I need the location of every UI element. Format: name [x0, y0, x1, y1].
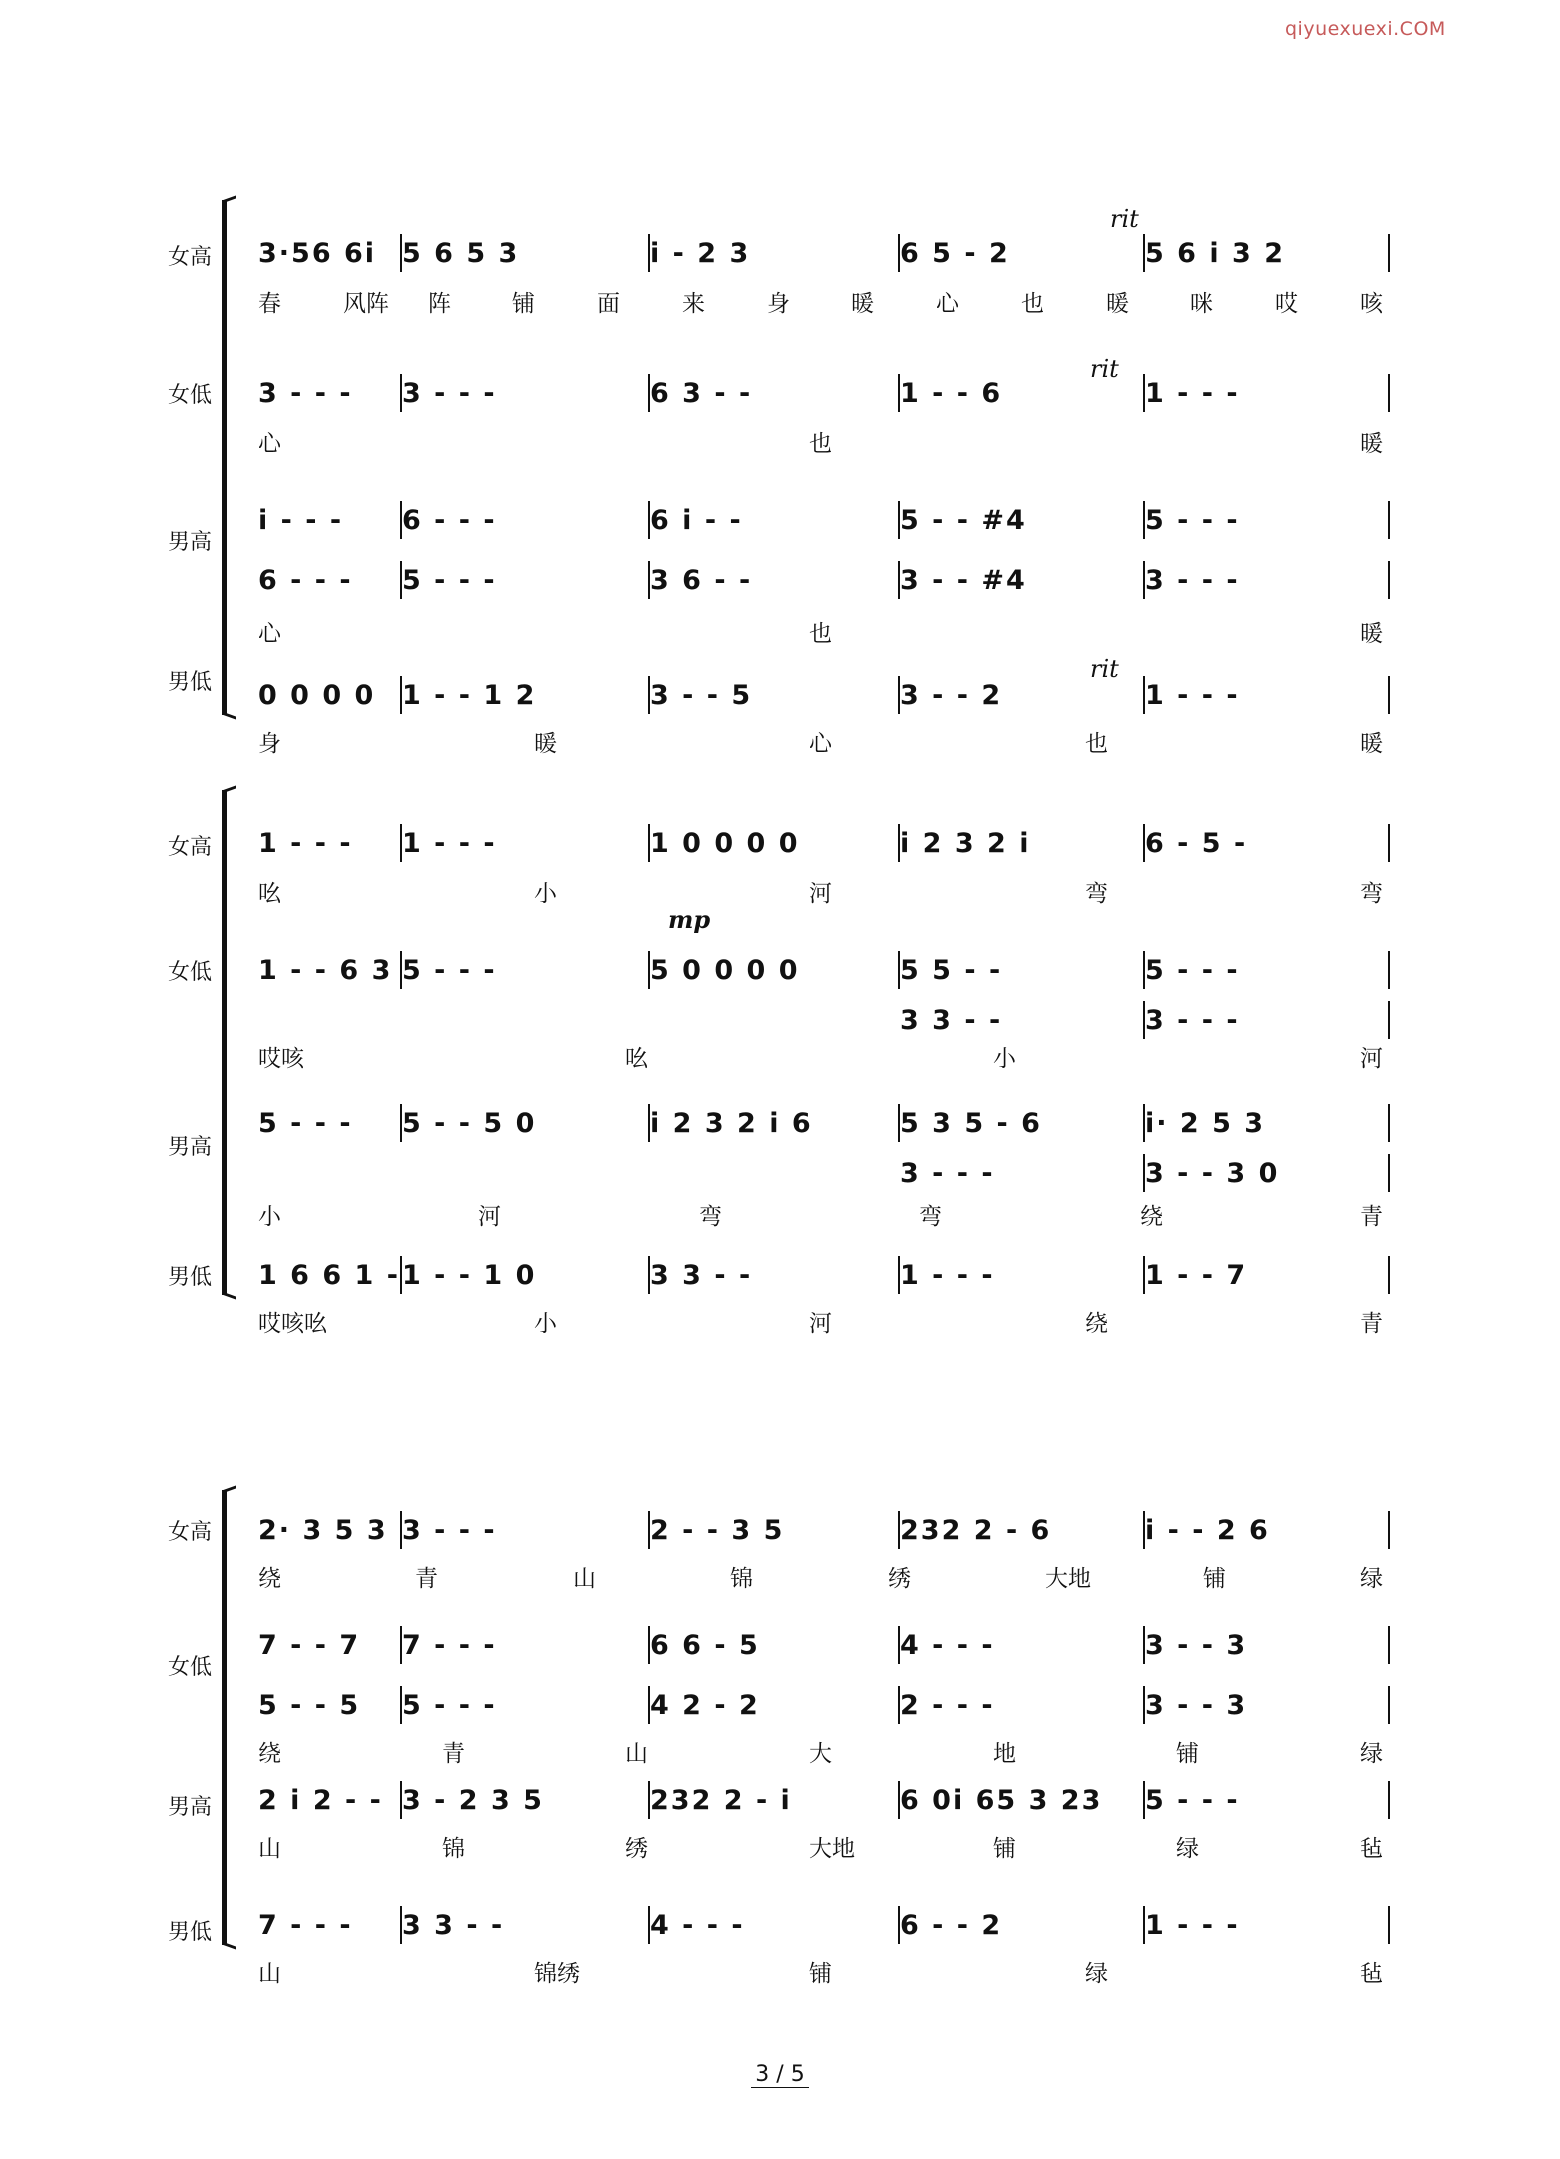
lyric: 也: [809, 431, 832, 457]
measure-notes: 6 - 5 -: [1145, 828, 1248, 859]
lyrics-row: [0, 1305, 1560, 1335]
notes-row: [0, 828, 1560, 868]
lyric: 身: [767, 291, 790, 317]
measure-notes: 5 3 5 - 6: [900, 1108, 1042, 1139]
lyrics-row: [0, 725, 1560, 755]
measure-notes: 2 - - 3 5: [650, 1515, 785, 1546]
lyric: 哎: [1275, 291, 1298, 317]
dynamic-marking: mp: [668, 905, 711, 934]
bar-line: [1388, 1001, 1390, 1039]
measure-notes: 5 - - #4: [900, 505, 1027, 536]
lyrics-row: [0, 1735, 1560, 1765]
measure-notes: 1 - - -: [402, 828, 497, 859]
measure-notes: 4 2 - 2: [650, 1690, 760, 1721]
lyric: 铺: [1203, 1566, 1226, 1592]
lyric: 河: [809, 881, 832, 907]
part-name: 女低: [168, 960, 213, 985]
measure-notes: 1 - - 1 2: [402, 680, 537, 711]
lyric: 暖: [534, 731, 557, 757]
lyric: 绿: [1360, 1566, 1383, 1592]
measure-notes: 5 - - 5: [258, 1690, 361, 1721]
lyric: 阵: [428, 291, 451, 317]
lyric: 吆: [625, 1046, 648, 1072]
part-name: 女高: [168, 245, 213, 270]
measure-notes: 3 - - -: [402, 378, 497, 409]
measure-notes: 4 - - -: [650, 1910, 745, 1941]
lyric: 绕: [1140, 1204, 1163, 1230]
lyrics-row: [0, 1560, 1560, 1590]
score-system: [0, 790, 1560, 1350]
bar-line: [1388, 951, 1390, 989]
measure-notes: 1 - - -: [1145, 1910, 1240, 1941]
part-name: 男低: [168, 670, 213, 695]
lyric: 地: [993, 1741, 1016, 1767]
measure-notes: 1 - - 6 3: [258, 955, 393, 986]
measure-notes: 5 5 - -: [900, 955, 1003, 986]
lyric: 铺: [809, 1961, 832, 1987]
notes-row: [0, 1515, 1560, 1555]
measure-notes: i - 2 3: [650, 238, 751, 269]
measure-notes: 3 - - -: [1145, 565, 1240, 596]
lyric: 青: [1360, 1204, 1383, 1230]
lyric: 青: [442, 1741, 465, 1767]
lyric: 小: [534, 1311, 557, 1337]
lyric: 暖: [1360, 431, 1383, 457]
lyric: 弯: [1360, 881, 1383, 907]
bar-line: [1388, 1511, 1390, 1549]
bar-line: [1388, 1154, 1390, 1192]
lyric: 面: [597, 291, 620, 317]
measure-notes: 232 2 - i: [650, 1785, 792, 1816]
measure-notes: 5 - - 5 0: [402, 1108, 537, 1139]
measure-notes: 3 - - -: [1145, 1005, 1240, 1036]
notes-row: [0, 505, 1560, 545]
lyric: 锦绣: [534, 1961, 580, 1987]
score-system: [0, 1490, 1560, 1990]
measure-notes: 232 2 - 6: [900, 1515, 1052, 1546]
lyric: 风阵: [343, 291, 389, 317]
measure-notes: i· 2 5 3: [1145, 1108, 1266, 1139]
measure-notes: 7 - - -: [402, 1630, 497, 1661]
lyric: 山: [258, 1836, 281, 1862]
lyric: 也: [1085, 731, 1108, 757]
measure-notes: 1 - - -: [900, 1260, 995, 1291]
measure-notes: 5 - - -: [1145, 505, 1240, 536]
measure-notes: 3 6 - -: [650, 565, 753, 596]
measure-notes: i 2 3 2 i: [900, 828, 1031, 859]
lyric: 暖: [851, 291, 874, 317]
lyric: 大地: [1045, 1566, 1091, 1592]
measure-notes: 2 i 2 - -: [258, 1785, 383, 1816]
lyrics-row: [0, 1198, 1560, 1228]
measure-notes: 4 - - -: [900, 1630, 995, 1661]
notes-row-lower: [0, 1690, 1560, 1730]
measure-notes: 3 - - -: [258, 378, 353, 409]
lyric: 锦: [730, 1566, 753, 1592]
measure-notes: 5 0 0 0 0: [650, 955, 800, 986]
lyric: 也: [809, 621, 832, 647]
bar-line: [1388, 1781, 1390, 1819]
lyric: 山: [258, 1961, 281, 1987]
measure-notes: 1 - - 6: [900, 378, 1003, 409]
rit-marking: rit: [1090, 655, 1119, 683]
lyric: 绕: [1085, 1311, 1108, 1337]
lyric: 哎咳吆: [258, 1311, 327, 1337]
measure-notes: 5 - - -: [1145, 1785, 1240, 1816]
notes-row-lower: [0, 1005, 1560, 1045]
measure-notes: 3 - - 2: [900, 680, 1003, 711]
lyric: 绿: [1085, 1961, 1108, 1987]
measure-notes: 1 - - -: [1145, 378, 1240, 409]
measure-notes: 3 - 2 3 5: [402, 1785, 544, 1816]
lyric: 铺: [993, 1836, 1016, 1862]
part-name: 男高: [168, 1795, 213, 1820]
lyric: 绣: [625, 1836, 648, 1862]
page-number: 3 / 5: [0, 2062, 1560, 2088]
notes-row-lower: [0, 1158, 1560, 1198]
lyric: 身: [258, 731, 281, 757]
measure-notes: 3 3 - -: [650, 1260, 753, 1291]
measure-notes: 3 - - 5: [650, 680, 753, 711]
lyric: 铺: [1176, 1741, 1199, 1767]
notes-row: [0, 1108, 1560, 1148]
measure-notes: 1 - - -: [258, 828, 353, 859]
measure-notes: 3 - - #4: [900, 565, 1027, 596]
bar-line: [1388, 374, 1390, 412]
lyrics-row: [0, 875, 1560, 905]
bar-line: [1388, 234, 1390, 272]
measure-notes: 1 - - 7: [1145, 1260, 1248, 1291]
notes-row: [0, 1260, 1560, 1300]
lyric: 青: [415, 1566, 438, 1592]
measure-notes: 6 0i 65 3 23: [900, 1785, 1103, 1816]
notes-row: [0, 680, 1560, 720]
lyric: 绣: [888, 1566, 911, 1592]
lyric: 暖: [1360, 731, 1383, 757]
measure-notes: 6 - - 2: [900, 1910, 1003, 1941]
lyric: 河: [478, 1204, 501, 1230]
measure-notes: 6 - - -: [258, 565, 353, 596]
notes-row: [0, 1785, 1560, 1825]
measure-notes: 6 3 - -: [650, 378, 753, 409]
lyric: 毡: [1360, 1961, 1383, 1987]
lyric: 河: [809, 1311, 832, 1337]
lyrics-row: [0, 285, 1560, 315]
measure-notes: 3·56 6i: [258, 238, 377, 269]
measure-notes: 7 - - 7: [258, 1630, 361, 1661]
part-name: 男高: [168, 530, 213, 555]
part-name: 女低: [168, 1655, 213, 1680]
part-name: 女高: [168, 835, 213, 860]
notes-row: [0, 955, 1560, 995]
score-system: [0, 200, 1560, 760]
rit-marking: rit: [1110, 205, 1139, 233]
lyric: 心: [258, 431, 281, 457]
measure-notes: 1 6 6 1 -: [258, 1260, 400, 1291]
lyric: 弯: [1085, 881, 1108, 907]
notes-row: [0, 378, 1560, 418]
measure-notes: 6 i - -: [650, 505, 743, 536]
measure-notes: 6 6 - 5: [650, 1630, 760, 1661]
lyric: 来: [682, 291, 705, 317]
measure-notes: 5 6 i 3 2: [1145, 238, 1286, 269]
part-name: 男低: [168, 1920, 213, 1945]
part-name: 男低: [168, 1265, 213, 1290]
measure-notes: 1 - - 1 0: [402, 1260, 537, 1291]
lyric: 大地: [809, 1836, 855, 1862]
lyric: 心: [258, 621, 281, 647]
measure-notes: 5 6 5 3: [402, 238, 520, 269]
lyric: 小: [258, 1204, 281, 1230]
lyric: 咳: [1360, 291, 1383, 317]
lyrics-row: [0, 615, 1560, 645]
measure-notes: 2· 3 5 3: [258, 1515, 388, 1546]
lyric: 锦: [442, 1836, 465, 1862]
lyric: 小: [534, 881, 557, 907]
lyric: 绕: [258, 1566, 281, 1592]
lyric: 咪: [1190, 291, 1213, 317]
measure-notes: 5 - - -: [258, 1108, 353, 1139]
notes-row-lower: [0, 565, 1560, 605]
lyrics-row: [0, 425, 1560, 455]
lyrics-row: [0, 1830, 1560, 1860]
measure-notes: 5 - - -: [402, 1690, 497, 1721]
lyric: 河: [1360, 1046, 1383, 1072]
bar-line: [1388, 1626, 1390, 1664]
lyric: 弯: [919, 1204, 942, 1230]
bar-line: [1388, 676, 1390, 714]
measure-notes: 5 - - -: [402, 955, 497, 986]
lyrics-row: [0, 1040, 1560, 1070]
lyric: 大: [809, 1741, 832, 1767]
measure-notes: 0 0 0 0: [258, 680, 376, 711]
measure-notes: i 2 3 2 i 6: [650, 1108, 813, 1139]
measure-notes: 3 - - -: [900, 1158, 995, 1189]
lyric: 小: [993, 1046, 1016, 1072]
lyric: 哎咳: [258, 1046, 304, 1072]
measure-notes: i - - -: [258, 505, 344, 536]
notes-row: [0, 238, 1560, 278]
bar-line: [1388, 824, 1390, 862]
measure-notes: 3 - - 3: [1145, 1630, 1248, 1661]
measure-notes: 3 - - 3 0: [1145, 1158, 1280, 1189]
lyric: 青: [1360, 1311, 1383, 1337]
notes-row: [0, 1630, 1560, 1670]
lyrics-row: [0, 1955, 1560, 1985]
lyric: 山: [573, 1566, 596, 1592]
measure-notes: i - - 2 6: [1145, 1515, 1270, 1546]
measure-notes: 5 - - -: [1145, 955, 1240, 986]
measure-notes: 7 - - -: [258, 1910, 353, 1941]
part-name: 男高: [168, 1135, 213, 1160]
lyric: 也: [1021, 291, 1044, 317]
measure-notes: 6 5 - 2: [900, 238, 1010, 269]
part-name: 女低: [168, 383, 213, 408]
lyric: 暖: [1106, 291, 1129, 317]
measure-notes: 2 - - -: [900, 1690, 995, 1721]
lyric: 铺: [512, 291, 535, 317]
lyric: 春: [258, 291, 281, 317]
lyric: 绿: [1176, 1836, 1199, 1862]
lyric: 绿: [1360, 1741, 1383, 1767]
measure-notes: 5 - - -: [402, 565, 497, 596]
measure-notes: 1 - - -: [1145, 680, 1240, 711]
measure-notes: 3 3 - -: [900, 1005, 1003, 1036]
bar-line: [1388, 1906, 1390, 1944]
measure-notes: 3 - - -: [402, 1515, 497, 1546]
measure-notes: 3 3 - -: [402, 1910, 505, 1941]
measure-notes: 6 - - -: [402, 505, 497, 536]
watermark: qiyuexuexi.COM: [1285, 18, 1446, 40]
bar-line: [1388, 561, 1390, 599]
part-name: 女高: [168, 1520, 213, 1545]
lyric: 绕: [258, 1741, 281, 1767]
lyric: 吆: [258, 881, 281, 907]
rit-marking: rit: [1090, 355, 1119, 383]
bar-line: [1388, 1256, 1390, 1294]
bar-line: [1388, 1104, 1390, 1142]
bar-line: [1388, 1686, 1390, 1724]
lyric: 毡: [1360, 1836, 1383, 1862]
lyric: 暖: [1360, 621, 1383, 647]
measure-notes: 3 - - 3: [1145, 1690, 1248, 1721]
measure-notes: 1 0 0 0 0: [650, 828, 800, 859]
notes-row: [0, 1910, 1560, 1950]
lyric: 心: [936, 291, 959, 317]
lyric: 心: [809, 731, 832, 757]
lyric: 山: [625, 1741, 648, 1767]
lyric: 弯: [699, 1204, 722, 1230]
bar-line: [1388, 501, 1390, 539]
